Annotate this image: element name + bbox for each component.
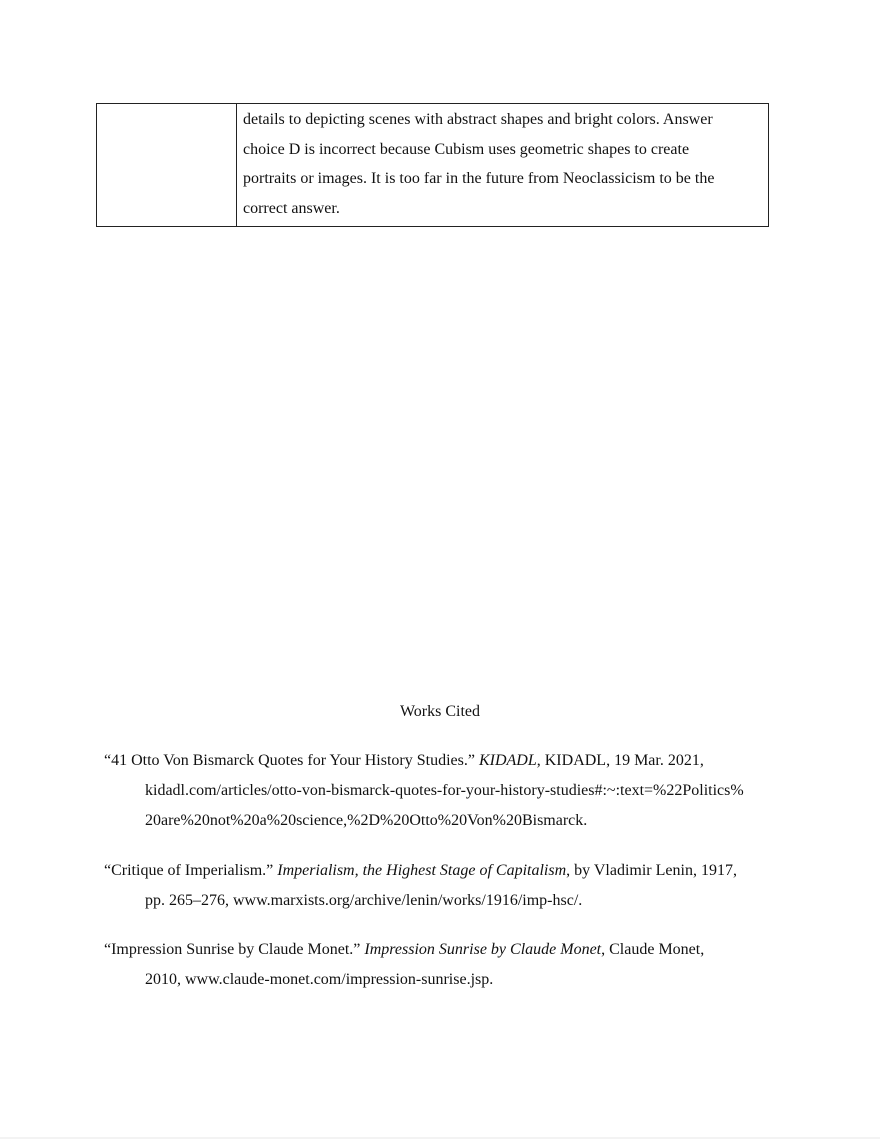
citation-line	[104, 856, 737, 886]
works-cited-heading: Works Cited	[399, 703, 481, 720]
citation-url-line: pp. 265–276, www.marxists.org/archive/lenin/works/1916/imp-hsc/.	[145, 892, 583, 909]
citation-url-line: 20are%20not%20a%20science,%2D%20Otto%20Von%20Bismarck.	[145, 812, 588, 829]
table-row	[97, 104, 769, 227]
citation-title: “Critique of Imperialism.”	[104, 862, 274, 879]
citation-container: Imperialism, the Highest Stage of Capitalism	[277, 862, 567, 879]
explanation-line: details to depicting scenes with abstract shapes and bright colors. Answer	[243, 111, 713, 128]
explanation-line: portraits or images. It is too far in the future from Neoclassicism to be the	[243, 170, 715, 187]
citation-entry-lenin	[104, 856, 737, 916]
table-cell-explanation	[237, 104, 769, 227]
citation-entry-bismarck	[104, 746, 744, 836]
explanation-line: correct answer.	[243, 199, 340, 217]
answer-explanation-table	[96, 103, 769, 227]
citation-line	[104, 935, 704, 965]
citation-url-line: 2010, www.claude-monet.com/impression-sunrise.jsp.	[145, 971, 494, 988]
citation-details: , KIDADL, 19 Mar. 2021,	[536, 752, 704, 769]
citation-details: , Claude Monet,	[601, 941, 705, 958]
explanation-line: choice D is incorrect because Cubism uses geometric shapes to create	[243, 140, 690, 158]
citation-title: “Impression Sunrise by Claude Monet.”	[104, 941, 361, 958]
citation-entry-monet	[104, 935, 704, 995]
citation-line	[104, 746, 744, 776]
table-cell-question	[97, 104, 237, 227]
citation-title: “41 Otto Von Bismarck Quotes for Your History Studies.”	[104, 752, 475, 769]
citation-container: KIDADL	[478, 752, 537, 769]
citation-url-line: kidadl.com/articles/otto-von-bismarck-quotes-for-your-history-studies#:~:text=%22Politics%	[145, 782, 744, 799]
citation-container: Impression Sunrise by Claude Monet	[364, 941, 602, 958]
citation-details: , by Vladimir Lenin, 1917,	[566, 862, 737, 879]
